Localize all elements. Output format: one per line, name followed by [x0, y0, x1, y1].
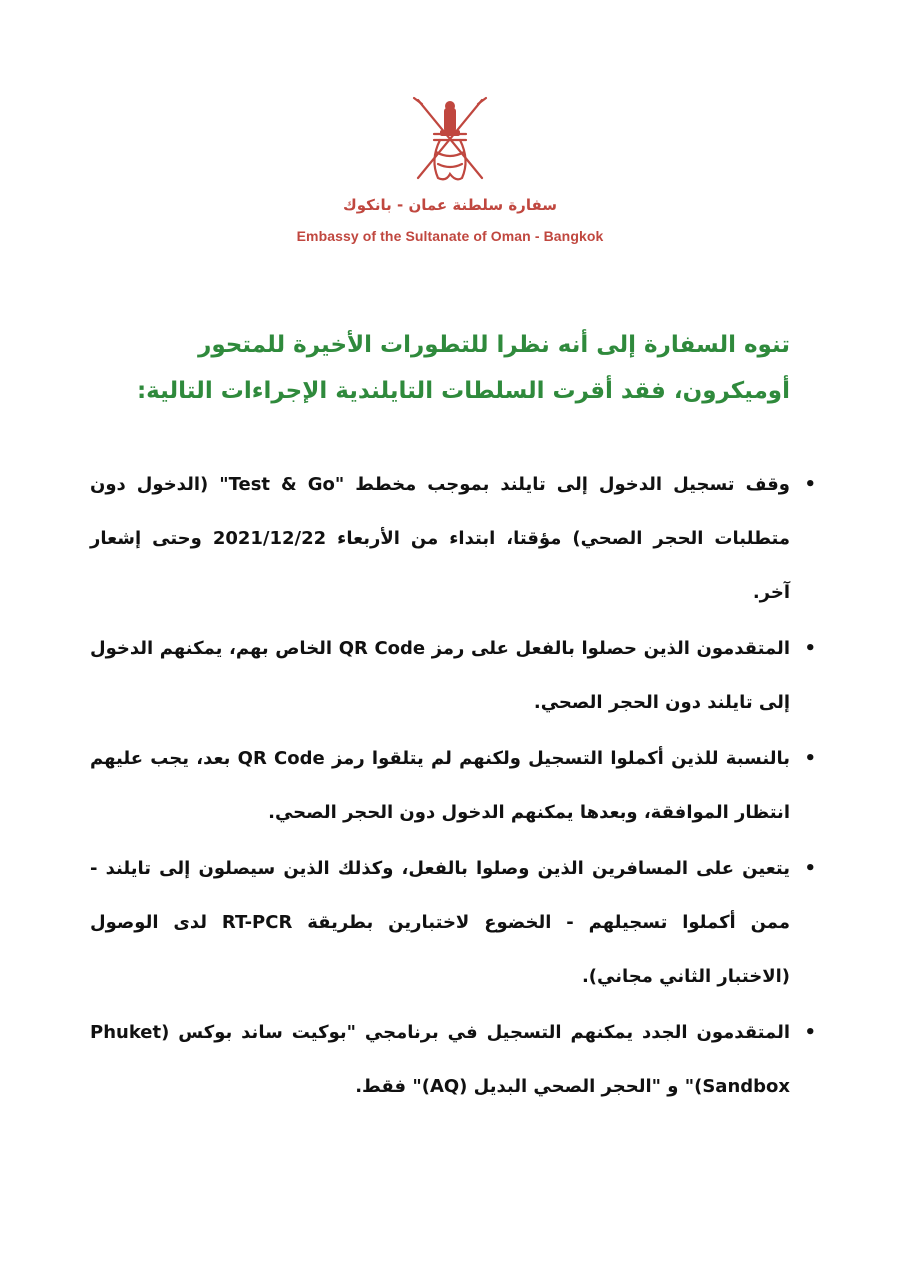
list-item-text: المتقدمون الجدد يمكنهم التسجيل في برنامجي "بوكيت ساند بوكس (Phuket Sandbox)" و "الحجر الصحي البديل (AQ)" فقط.: [90, 1022, 790, 1097]
procedures-list: [90, 458, 820, 1116]
oman-national-emblem-icon: [400, 90, 500, 190]
bullet-icon: •: [804, 1022, 816, 1043]
list-item: [90, 458, 816, 620]
bullet-icon: •: [804, 638, 816, 659]
list-item-text: المتقدمون الذين حصلوا بالفعل على رمز QR Code الخاص بهم، يمكنهم الدخول إلى تايلند دون الحجر الصحي.: [90, 638, 790, 713]
list-item: [90, 622, 816, 730]
bullet-icon: •: [804, 748, 816, 769]
bullet-icon: •: [804, 474, 816, 495]
list-item: [90, 732, 816, 840]
list-item: [90, 842, 816, 1004]
list-item: [90, 1006, 816, 1114]
announcement-intro: تنوه السفارة إلى أنه نظرا للتطورات الأخيرة للمتحور أوميكرون، فقد أقرت السلطات التايلندية الإجراءات التالية:: [136, 332, 790, 404]
embassy-name-english: Embassy of the Sultanate of Oman - Bangkok: [296, 228, 604, 244]
embassy-name-arabic: سفارة سلطنة عمان - بانكوك: [343, 196, 557, 214]
list-item-text: وقف تسجيل الدخول إلى تايلند بموجب مخطط "Test & Go" (الدخول دون متطلبات الحجر الصحي) مؤقتا، ابتداء من الأربعاء 2021/12/22 وحتى إشعار آخر.: [90, 474, 790, 603]
list-item-text: يتعين على المسافرين الذين وصلوا بالفعل، وكذلك الذين سيصلون إلى تايلند - ممن أكملوا تسجيلهم - الخضوع لاختبارين بطريقة RT-PCR لدى الوصول (الاختبار الثاني مجاني).: [90, 858, 791, 987]
list-item-text: بالنسبة للذين أكملوا التسجيل ولكنهم لم يتلقوا رمز QR Code بعد، يجب عليهم انتظار الموافقة، وبعدها يمكنهم الدخول دون الحجر الصحي.: [90, 748, 790, 823]
bullet-icon: •: [804, 858, 816, 879]
